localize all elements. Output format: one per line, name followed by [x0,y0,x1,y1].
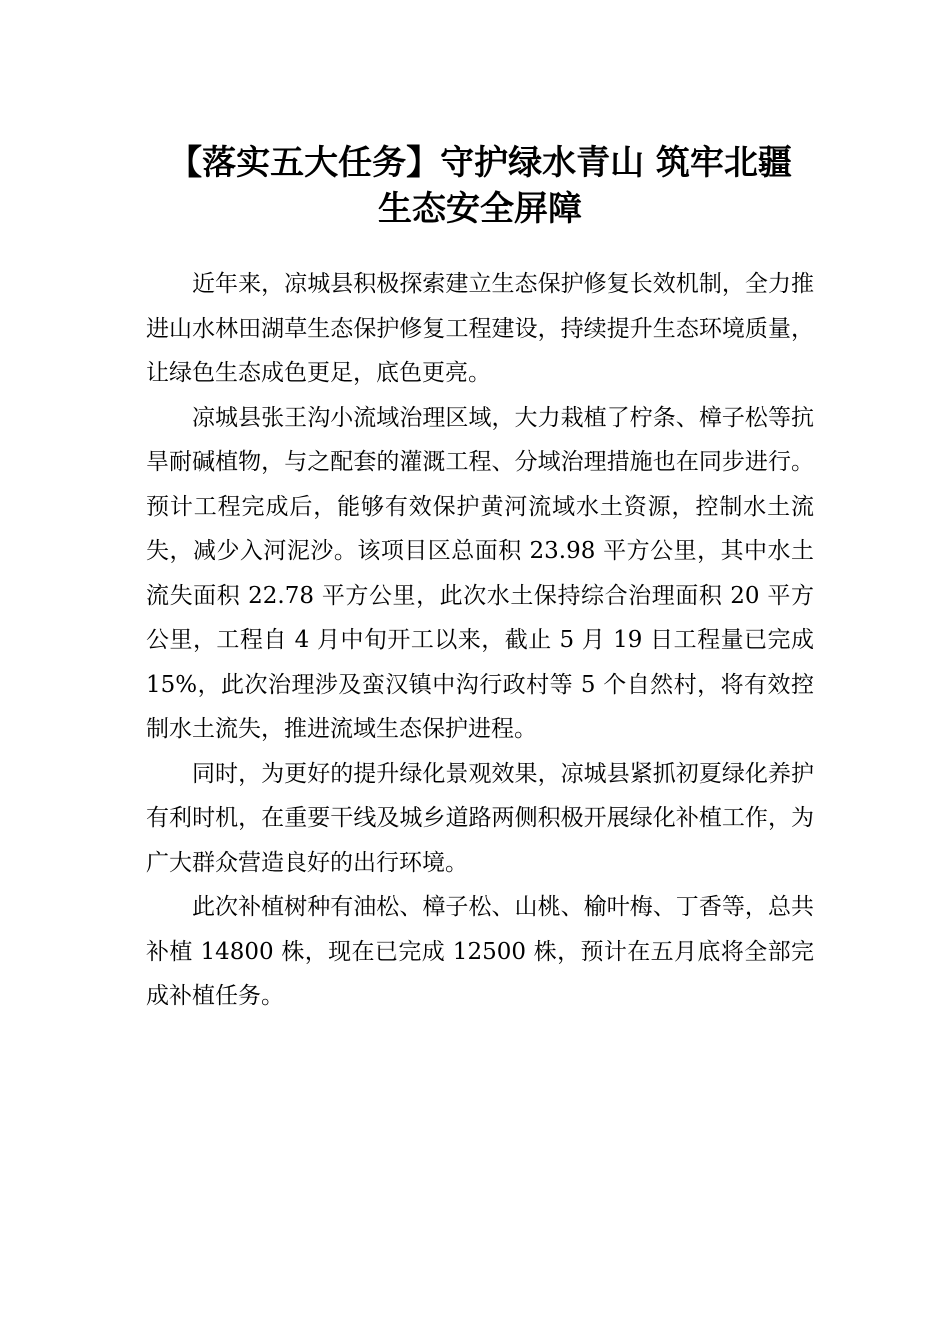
paragraph: 凉城县张王沟小流域治理区域，大力栽植了柠条、樟子松等抗旱耐碱植物，与之配套的灌溉工程、分域治理措施也在同步进行。预计工程完成后，能够有效保护黄河流域水土资源，控制水土流失，减少入河泥沙。该项目区总面积 23.98 平方公里，其中水土流失面积 22.78 平方公里，此次水土保持综合治理面积 20 平方公里，工程自 4 月中旬开工以来，截止 5 月 19 日工程量已完成 15%，此次治理涉及蛮汉镇中沟行政村等 5 个自然村，将有效控制水土流失，推进流域生态保护进程。 [146,404,814,742]
document-title [140,140,820,232]
title-line-2: 生态安全屏障 [378,189,582,229]
paragraph: 同时，为更好的提升绿化景观效果，凉城县紧抓初夏绿化养护有利时机，在重要干线及城乡道路两侧积极开展绿化补植工作，为广大群众营造良好的出行环境。 [146,760,814,876]
paragraph: 此次补植树种有油松、樟子松、山桃、榆叶梅、丁香等，总共补植 14800 株，现在已完成 12500 株，预计在五月底将全部完成补植任务。 [146,894,814,1009]
title-line-1: 【落实五大任务】守护绿水青山 筑牢北疆 [168,143,792,183]
paragraph: 近年来，凉城县积极探索建立生态保护修复长效机制，全力推进山水林田湖草生态保护修复工程建设，持续提升生态环境质量，让绿色生态成色更足，底色更亮。 [146,271,814,386]
document-body [146,262,814,1019]
